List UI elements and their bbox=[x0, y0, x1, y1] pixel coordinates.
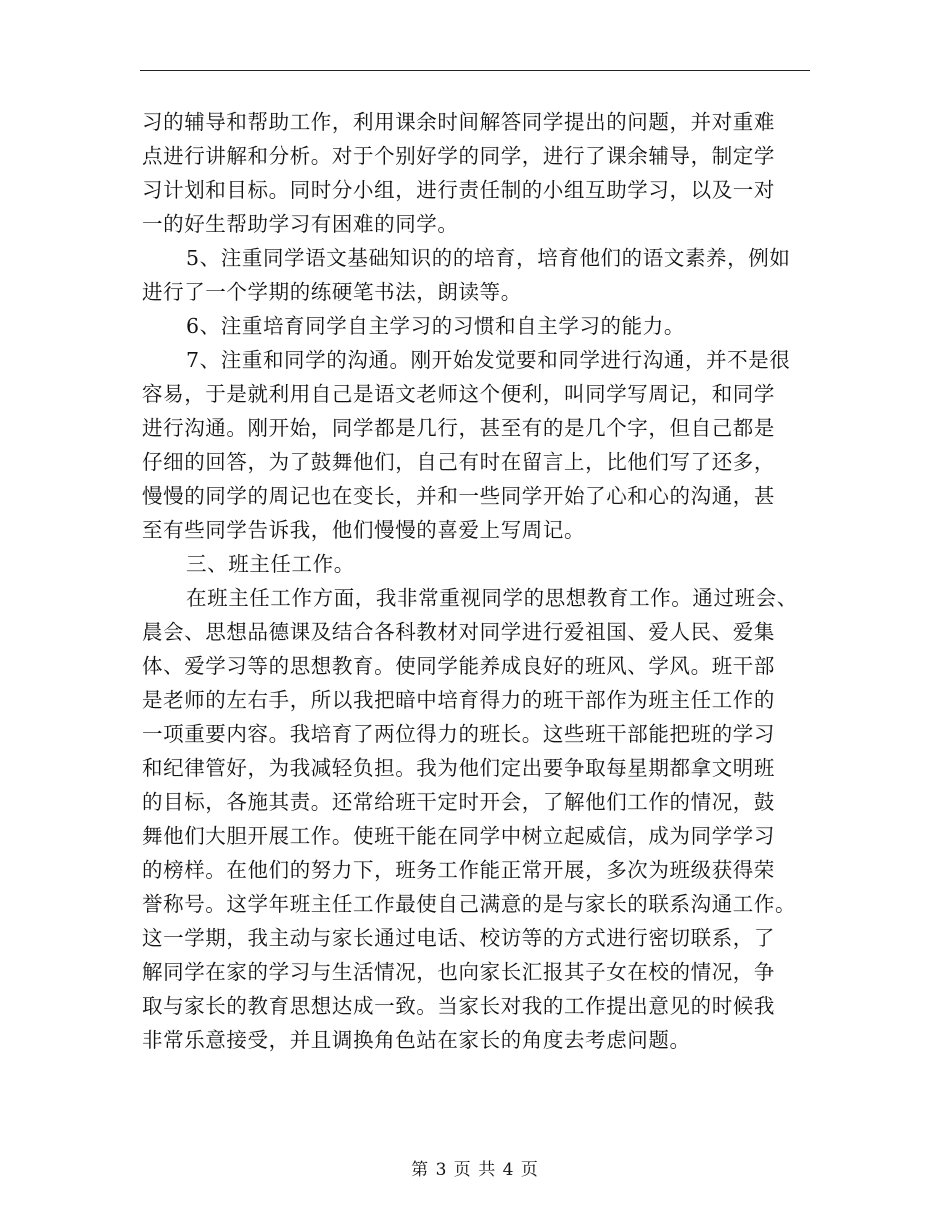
text-line: 进行了一个学期的练硬笔书法，朗读等。 bbox=[142, 280, 522, 304]
paragraph bbox=[142, 547, 810, 581]
page-footer: 第 3 页 共 4 页 bbox=[411, 1160, 539, 1180]
text-line: 进行沟通。刚开始，同学都是几行，甚至有的是几个字，但自己都是 bbox=[142, 416, 775, 440]
paragraph bbox=[142, 105, 810, 241]
text-line: 仔细的回答，为了鼓舞他们，自己有时在留言上，比他们写了还多， bbox=[142, 450, 775, 474]
text-line: 6、注重培育同学自主学习的习惯和自主学习的能力。 bbox=[186, 314, 685, 338]
text-line: 习的辅导和帮助工作，利用课余时间解答同学提出的问题，并对重难 bbox=[142, 110, 775, 134]
header-rule bbox=[140, 70, 810, 71]
text-line: 非常乐意接受，并且调换角色站在家长的角度去考虑问题。 bbox=[142, 1028, 691, 1052]
text-line: 三、班主任工作。 bbox=[186, 552, 355, 576]
paragraph bbox=[142, 581, 810, 1057]
text-line: 的目标，各施其责。还常给班干定时开会，了解他们工作的情况，鼓 bbox=[142, 790, 775, 814]
text-line: 一的好生帮助学习有困难的同学。 bbox=[142, 212, 459, 236]
text-line: 解同学在家的学习与生活情况，也向家长汇报其子女在校的情况，争 bbox=[142, 960, 775, 984]
text-line: 点进行讲解和分析。对于个别好学的同学，进行了课余辅导，制定学 bbox=[142, 144, 775, 168]
text-line: 容易，于是就利用自己是语文老师这个便利，叫同学写周记，和同学 bbox=[142, 382, 775, 406]
text-line: 取与家长的教育思想达成一致。当家长对我的工作提出意见的时候我 bbox=[142, 994, 775, 1018]
paragraph bbox=[142, 309, 810, 343]
text-line: 晨会、思想品德课及结合各科教材对同学进行爱祖国、爱人民、爱集 bbox=[142, 620, 775, 644]
text-line: 一项重要内容。我培育了两位得力的班长。这些班干部能把班的学习 bbox=[142, 722, 775, 746]
text-line: 慢慢的同学的周记也在变长，并和一些同学开始了心和心的沟通，甚 bbox=[142, 484, 775, 508]
paragraph bbox=[142, 241, 810, 309]
text-line: 舞他们大胆开展工作。使班干能在同学中树立起威信，成为同学学习 bbox=[142, 824, 775, 848]
text-line: 誉称号。这学年班主任工作最使自己满意的是与家长的联系沟通工作。 bbox=[142, 892, 797, 916]
text-line: 5、注重同学语文基础知识的的培育，培育他们的语文素养，例如 bbox=[186, 246, 791, 270]
paragraph bbox=[142, 343, 810, 547]
text-line: 在班主任工作方面，我非常重视同学的思想教育工作。通过班会、 bbox=[186, 586, 798, 610]
text-line: 的榜样。在他们的努力下，班务工作能正常开展，多次为班级获得荣 bbox=[142, 858, 775, 882]
text-line: 至有些同学告诉我，他们慢慢的喜爱上写周记。 bbox=[142, 518, 586, 542]
document-body bbox=[142, 105, 810, 1057]
text-line: 和纪律管好，为我减轻负担。我为他们定出要争取每星期都拿文明班 bbox=[142, 756, 775, 780]
text-line: 这一学期，我主动与家长通过电话、校访等的方式进行密切联系，了 bbox=[142, 926, 775, 950]
text-line: 体、爱学习等的思想教育。使同学能养成良好的班风、学风。班干部 bbox=[142, 654, 775, 678]
text-line: 7、注重和同学的沟通。刚开始发觉要和同学进行沟通，并不是很 bbox=[186, 348, 791, 372]
text-line: 是老师的左右手，所以我把暗中培育得力的班干部作为班主任工作的 bbox=[142, 688, 775, 712]
text-line: 习计划和目标。同时分小组，进行责任制的小组互助学习，以及一对 bbox=[142, 178, 775, 202]
